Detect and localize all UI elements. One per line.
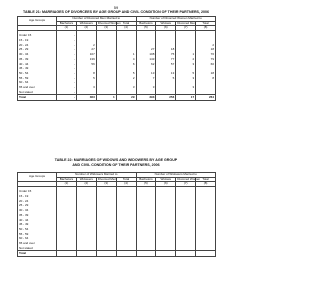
table-cell: 27 bbox=[136, 47, 156, 52]
table2-col-header: Divorced Men bbox=[97, 176, 117, 181]
table2-title-line1: TABLE 22: MARRIAGES OF WIDOWS AND WIDOWERS BY AGE GROUP bbox=[54, 158, 178, 162]
table-cell: 77 bbox=[156, 57, 176, 62]
age-group-label: 30 - 34 bbox=[18, 52, 57, 57]
table2-col-header: Bachelors bbox=[57, 177, 77, 182]
table1-col-number: (3) bbox=[96, 26, 116, 31]
age-group-label: 15 - 19 bbox=[18, 38, 57, 43]
table-cell: - bbox=[57, 85, 77, 90]
table1-group-a: Number of Divorced Men Married to bbox=[57, 17, 137, 22]
table2-col-header: Divorced Women bbox=[177, 176, 201, 181]
table-cell: 3 bbox=[176, 62, 196, 67]
table2-col-number: (1) bbox=[57, 182, 77, 187]
table2-col-header: Bachelors bbox=[136, 177, 156, 182]
total-cell: - bbox=[57, 95, 77, 101]
table2-group-a: Number of Widowers Married to bbox=[57, 173, 137, 178]
age-group-label: 25 - 29 bbox=[18, 203, 57, 208]
table-cell: - bbox=[57, 33, 77, 38]
total-cell: 1 bbox=[96, 95, 116, 101]
total-cell bbox=[116, 251, 136, 257]
table1 bbox=[17, 16, 216, 101]
age-group-label: 20 - 24 bbox=[18, 43, 57, 48]
table-cell: 76 bbox=[196, 52, 216, 57]
table2-col-header: Total bbox=[196, 177, 216, 182]
table-cell: 13 bbox=[156, 71, 176, 76]
table1-col-header: Bachelors bbox=[136, 21, 156, 26]
table-cell: 8 bbox=[196, 76, 216, 81]
table-cell: 107 bbox=[76, 52, 96, 57]
age-group-label: 60 - 64 bbox=[18, 236, 57, 241]
age-group-label: 15 - 19 bbox=[18, 194, 57, 199]
age-group-label: 65 and over bbox=[18, 85, 57, 90]
total-cell: 363 bbox=[76, 95, 96, 101]
table2-col-header: Total bbox=[116, 177, 136, 182]
table-cell: 60 bbox=[196, 62, 216, 67]
table-cell: - bbox=[57, 66, 77, 71]
table-cell: 5 bbox=[176, 71, 196, 76]
age-group-label: 40 - 44 bbox=[18, 62, 57, 67]
table-cell: 3 bbox=[116, 85, 136, 90]
total-row bbox=[18, 95, 216, 101]
age-group-label: 55 - 59 bbox=[18, 232, 57, 237]
age-group-label: Not stated bbox=[18, 246, 57, 251]
table-cell: 108 bbox=[136, 52, 156, 57]
age-group-label: 55 - 59 bbox=[18, 76, 57, 81]
table1-col-header: Widowers bbox=[76, 21, 96, 26]
age-group-label: 50 - 54 bbox=[18, 227, 57, 232]
age-group-label: Not stated bbox=[18, 90, 57, 95]
age-group-label: 45 - 49 bbox=[18, 222, 57, 227]
table2-col-number: (4) bbox=[116, 182, 136, 187]
table-cell: - bbox=[57, 47, 77, 52]
table-cell: 3 bbox=[176, 85, 196, 90]
table2 bbox=[17, 172, 216, 257]
table-cell: 5 bbox=[76, 76, 96, 81]
table2-col-number: (2) bbox=[76, 182, 96, 187]
table-cell: 143 bbox=[136, 57, 156, 62]
table-cell: - bbox=[57, 57, 77, 62]
table2-head-age: Age Groups bbox=[18, 173, 57, 182]
age-group-label: Under 15 bbox=[18, 33, 57, 38]
total-cell bbox=[76, 251, 96, 257]
table1-col-header: Total bbox=[196, 21, 216, 26]
table-cell: 2 bbox=[116, 76, 136, 81]
total-row bbox=[18, 251, 216, 257]
table-cell: 5 bbox=[116, 71, 136, 76]
table-cell: 1 bbox=[116, 52, 136, 57]
table2-col-header: Widows bbox=[156, 177, 176, 182]
table2-col-number: (3) bbox=[96, 182, 116, 187]
total-cell bbox=[156, 251, 176, 257]
table-cell: 3 bbox=[76, 85, 96, 90]
table-cell: 2 bbox=[76, 43, 96, 48]
table-cell: 2 bbox=[176, 57, 196, 62]
page-number: 59 bbox=[113, 5, 119, 10]
table2-col-number: (7) bbox=[176, 182, 196, 187]
table2-col-header: Widowers bbox=[76, 177, 96, 182]
total-cell: 17 bbox=[176, 95, 196, 101]
table-cell: - bbox=[57, 43, 77, 48]
age-group-label: 50 - 54 bbox=[18, 71, 57, 76]
table-cell: - bbox=[57, 71, 77, 76]
total-cell bbox=[96, 251, 116, 257]
table2-col-number: (5) bbox=[136, 182, 156, 187]
table-cell: - bbox=[57, 80, 77, 85]
table-cell: 18 bbox=[156, 47, 176, 52]
age-group-label: Under 15 bbox=[18, 189, 57, 194]
table-cell: 75 bbox=[156, 52, 176, 57]
table1-col-header: Bachelors bbox=[57, 21, 77, 26]
table-cell: 57 bbox=[156, 62, 176, 67]
table1-head-age: Age Groups bbox=[18, 17, 57, 26]
table-cell: 3 bbox=[176, 76, 196, 81]
age-group-label: 40 - 44 bbox=[18, 218, 57, 223]
table-cell: - bbox=[57, 76, 77, 81]
table-cell: 4 bbox=[116, 57, 136, 62]
age-group-label: 60 - 64 bbox=[18, 80, 57, 85]
table-cell: 62 bbox=[136, 62, 156, 67]
table-cell: 27 bbox=[76, 47, 96, 52]
age-group-label: 35 - 39 bbox=[18, 213, 57, 218]
age-group-label: 35 - 39 bbox=[18, 57, 57, 62]
total-cell bbox=[196, 251, 216, 257]
table1-col-header: Divorced Women bbox=[97, 20, 121, 25]
table-cell: 56 bbox=[76, 62, 96, 67]
table-cell: 139 bbox=[76, 57, 96, 62]
table1-col-header: Widows bbox=[156, 21, 176, 26]
age-group-label: 20 - 24 bbox=[18, 199, 57, 204]
table-cell: 1 bbox=[176, 52, 196, 57]
table-cell: - bbox=[57, 90, 77, 95]
table-cell: - bbox=[57, 52, 77, 57]
total-cell: 29 bbox=[116, 95, 136, 101]
table1-group-b: Number of Divorced Women Married to bbox=[136, 17, 216, 22]
total-label: Total bbox=[18, 251, 57, 257]
total-cell bbox=[176, 251, 196, 257]
table1-col-number: (7) bbox=[176, 26, 196, 31]
table2-col-number: (8) bbox=[196, 182, 216, 187]
table1-col-header: Divorced Men bbox=[177, 20, 196, 25]
age-group-label: 30 - 34 bbox=[18, 208, 57, 213]
table1-col-number: (4) bbox=[116, 26, 136, 31]
table1-title: TABLE 21: MARRIAGES OF DIVORCEES BY AGE GROUP AND CIVIL CONDITION OF THEIR PARTNERS, 2006 bbox=[23, 10, 209, 14]
total-cell bbox=[57, 251, 77, 257]
total-cell: 256 bbox=[156, 95, 176, 101]
table-cell: 18 bbox=[196, 71, 216, 76]
table2-col-number: (6) bbox=[156, 182, 176, 187]
total-cell: 264 bbox=[196, 95, 216, 101]
table-cell: 13 bbox=[136, 71, 156, 76]
age-group-label: 65 and over bbox=[18, 241, 57, 246]
table2-group-b: Number of Widowers Married to bbox=[136, 173, 216, 178]
table1-col-number: (5) bbox=[136, 26, 156, 31]
table1-col-number: (2) bbox=[76, 26, 96, 31]
total-cell bbox=[136, 251, 156, 257]
table1-col-number: (6) bbox=[156, 26, 176, 31]
table-cell: 8 bbox=[76, 71, 96, 76]
total-cell: 393 bbox=[136, 95, 156, 101]
table1-col-number: (1) bbox=[57, 26, 77, 31]
table-cell: 18 bbox=[196, 47, 216, 52]
table1-col-number: (8) bbox=[196, 26, 216, 31]
table2-title-line2: AND CIVIL CONDITION OF THEIR PARTNERS, 2006 bbox=[72, 163, 160, 167]
table-cell: 7 bbox=[136, 76, 156, 81]
age-group-label: 45 - 49 bbox=[18, 66, 57, 71]
table-cell: - bbox=[57, 62, 77, 67]
table-cell: 5 bbox=[156, 76, 176, 81]
table-cell: - bbox=[57, 38, 77, 43]
table1-col-header: Total bbox=[116, 21, 136, 26]
table-cell: 2 bbox=[196, 43, 216, 48]
table-cell: 3 bbox=[136, 85, 156, 90]
total-label: Total bbox=[18, 95, 57, 101]
age-group-label: 25 - 29 bbox=[18, 47, 57, 52]
table-cell: 6 bbox=[116, 62, 136, 67]
table-cell: 79 bbox=[196, 57, 216, 62]
